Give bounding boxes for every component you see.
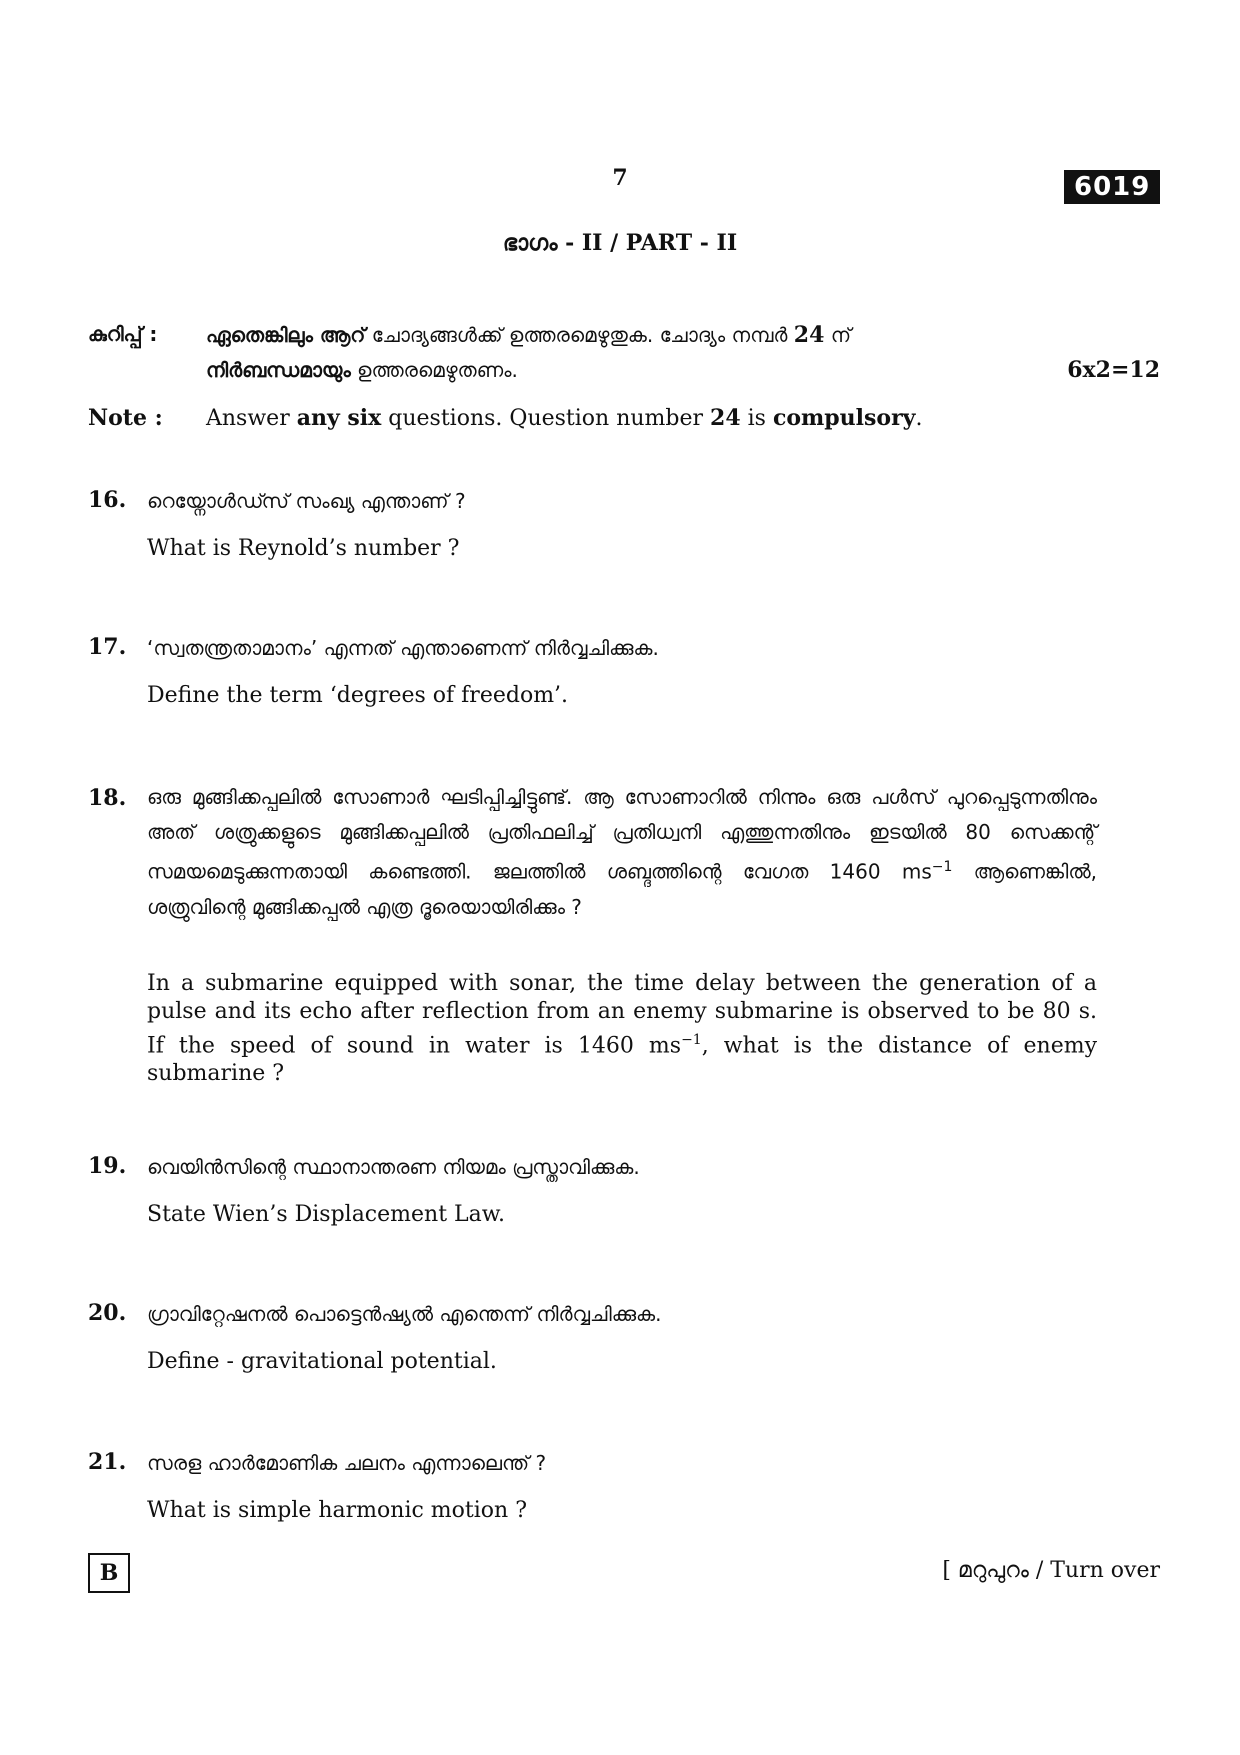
page-number: 7	[612, 165, 628, 191]
question-number-16: 16.	[88, 487, 127, 513]
turn-over-text: [ മറുപുറം / Turn over	[942, 1558, 1160, 1583]
question-number-20: 20.	[88, 1300, 127, 1326]
question-18-en-superscript: −1	[681, 1032, 702, 1048]
ml-instruction-line2	[206, 358, 518, 382]
part-title: ഭാഗം - II / PART - II	[502, 230, 738, 256]
marks-allocation: 6x2=12	[1067, 357, 1160, 383]
question-19-ml: വെയിൻസിന്റെ സ്ഥാനാന്തരണ നിയമം പ്രസ്താവിക്കുക.	[147, 1155, 640, 1179]
question-17-ml: ‘സ്വതന്ത്രതാമാനം’ എന്നത് എന്താണെന്ന് നിർവ്വചിക്കുക.	[147, 636, 659, 660]
ml-instruction-bold-any-six: ഏതെങ്കിലും ആറ്	[206, 323, 366, 347]
en-instruction-b: questions. Question number	[381, 406, 711, 431]
paper-code-badge: 6019	[1064, 170, 1160, 204]
question-20-en: Define - gravitational potential.	[147, 1349, 497, 1374]
series-letter-box: B	[88, 1553, 130, 1593]
ml-note-label: കുറിപ്പ് :	[88, 322, 158, 346]
question-18-ml-b: ആണെങ്കിൽ, ശത്രുവിന്റെ മുങ്ങിക്കപ്പൽ എത്ര ദൂരെയായിരിക്കും ?	[147, 859, 1097, 919]
en-instruction-compulsory: compulsory	[772, 405, 916, 431]
question-number-21: 21.	[88, 1449, 127, 1475]
question-21-ml: സരള ഹാർമോണിക ചലനം എന്നാലെന്ത് ?	[147, 1451, 547, 1475]
question-20-ml: ഗ്രാവിറ്റേഷനൽ പൊട്ടെൻഷ്യൽ എന്തെന്ന് നിർവ്വചിക്കുക.	[147, 1302, 662, 1326]
en-note-label: Note :	[88, 405, 163, 431]
question-18-ml	[147, 780, 1097, 925]
en-instruction-number: 24	[710, 405, 741, 431]
question-19-en: State Wien’s Displacement Law.	[147, 1202, 505, 1227]
question-18-en-b: , what is the distance of enemy submarine ?	[147, 1033, 1098, 1087]
question-18-ml-a: ഒരു മുങ്ങിക്കപ്പലിൽ സോണാർ ഘടിപ്പിച്ചിട്ടുണ്ട്. ആ സോണാറിൽ നിന്നും ഒരു പൾസ് പുറപ്പെടുന്നതിനും അത് ശത്രുക്കളുടെ മുങ്ങിക്കപ്പലിൽ പ്രതിഫലിച്ച് പ്രതിധ്വനി എത്തുന്നതിനും ഇടയിൽ 80 സെക്കന്റ് സമയമെടുക്കുന്നതായി കണ്ടെത്തി. ജലത്തിൽ ശബ്ദത്തിന്റെ വേഗത 1460 ms	[147, 785, 1097, 884]
question-number-17: 17.	[88, 634, 127, 660]
question-16-en: What is Reynold’s number ?	[147, 536, 460, 561]
ml-instruction-end: ന്	[824, 323, 852, 347]
question-number-18: 18.	[88, 785, 127, 811]
ml-instruction-line1	[206, 322, 1086, 348]
ml-instruction-compulsory: നിർബന്ധമായും	[206, 358, 351, 382]
en-instruction-a: Answer	[206, 406, 297, 431]
question-18-en-a: In a submarine equipped with sonar, the time delay between the generation of a pulse and its echo after reflection from an enemy submarine is observed to be 80 s. If the speed of sound in water is 1460 ms	[147, 971, 1097, 1059]
en-instruction-c: is	[740, 406, 773, 431]
question-16-ml: റെയ്നോൾഡ്സ് സംഖ്യ എന്താണ് ?	[147, 489, 466, 513]
ml-instruction-number: 24	[793, 322, 825, 348]
en-instruction	[206, 405, 1106, 431]
ml-instruction-mid: ചോദ്യങ്ങൾക്ക് ഉത്തരമെഴുതുക. ചോദ്യം നമ്പർ	[365, 323, 794, 347]
question-18-ml-superscript: −1	[931, 859, 953, 875]
en-instruction-d: .	[915, 406, 923, 431]
question-18-en	[147, 970, 1097, 1088]
en-instruction-any-six: any six	[296, 405, 382, 431]
ml-instruction-rest: ഉത്തരമെഴുതണം.	[350, 358, 518, 382]
question-number-19: 19.	[88, 1153, 127, 1179]
question-21-en: What is simple harmonic motion ?	[147, 1498, 527, 1523]
question-17-en: Define the term ‘degrees of freedom’.	[147, 683, 569, 708]
